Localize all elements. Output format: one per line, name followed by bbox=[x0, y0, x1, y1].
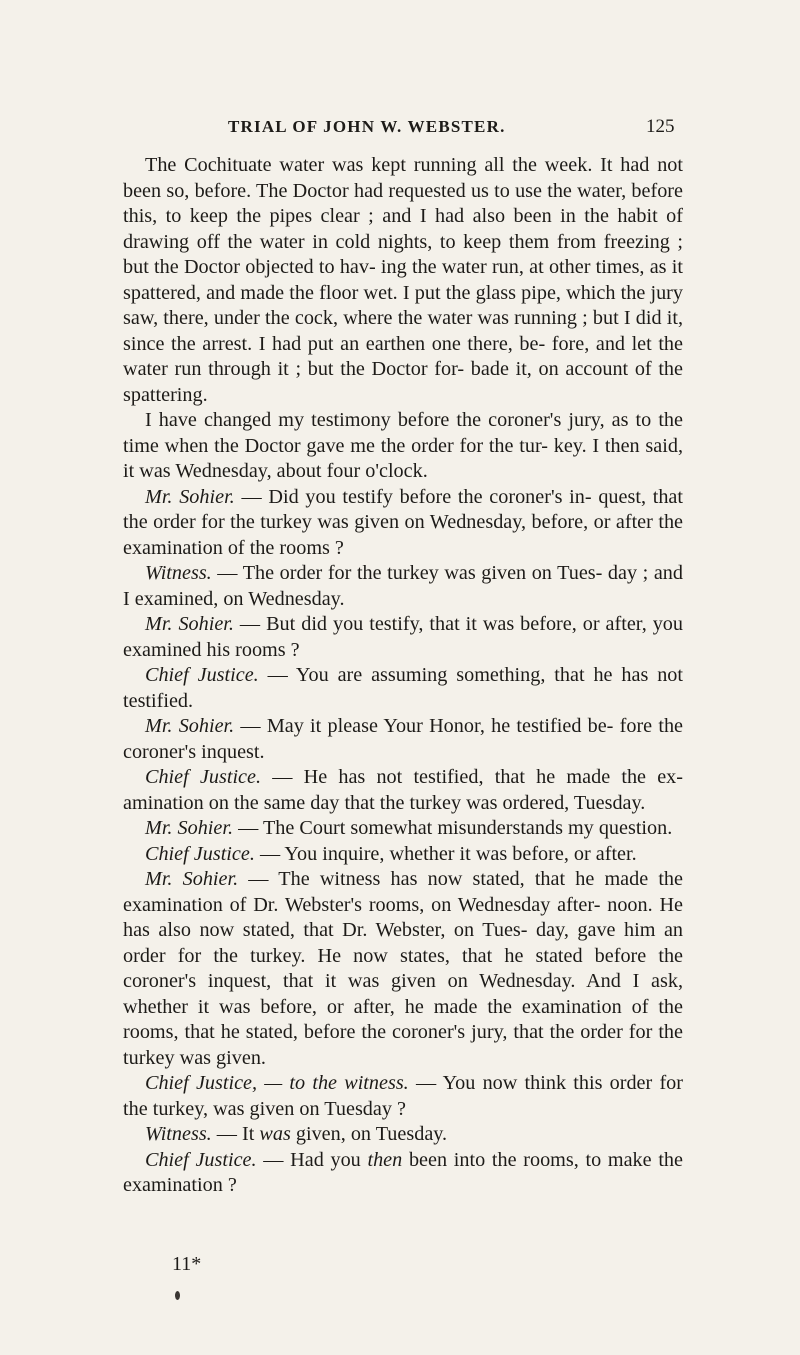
speaker-name: Mr. Sohier. bbox=[145, 817, 234, 839]
paragraph: Mr. Sohier. — The witness has now stated, that he made the examination of Dr. Webster's rooms, on Wednesday after- noon. He has also now stated, that Dr. Webster, on Tues- day, gave him an order for the turkey. He now states, that he stated before the coroner's inquest, that it was given on Wednesday. And I ask, whether it was before, or after, he made the examination of the rooms, that he stated, before the coroner's jury, that the order for the turkey was given. bbox=[123, 868, 683, 1069]
paragraph: Mr. Sohier. — The Court somewhat misunderstands my question. bbox=[145, 817, 673, 839]
paragraph: Mr. Sohier. — But did you testify, that it was before, or after, you examined his rooms ? bbox=[123, 613, 683, 661]
signature-mark: 11* bbox=[172, 1253, 202, 1275]
emphasis: then bbox=[367, 1148, 403, 1171]
paragraph: Mr. Sohier. — Did you testify before the coroner's in- quest, that the order for the turkey was given on Wednesday, before, or after the examination of the rooms ? bbox=[123, 485, 683, 559]
paragraph: Chief Justice, — to the witness. — You now think this order for the turkey, was given on Tuesday ? bbox=[123, 1072, 683, 1120]
speaker-name: Chief Justice. bbox=[145, 842, 255, 865]
body-text bbox=[123, 153, 683, 1199]
running-title: TRIAL OF JOHN W. WEBSTER. bbox=[228, 117, 506, 136]
speaker-name: Mr. Sohier. bbox=[145, 485, 235, 508]
paragraph: Chief Justice. — You inquire, whether it was before, or after. bbox=[145, 842, 637, 865]
emphasis: was bbox=[259, 1123, 291, 1145]
paragraph: The Cochituate water was kept running all the week. It had not been so, before. The Doctor had requested us to use the water, before this, to keep the pipes clear ; and I had also been in the habit of drawing off the water in cold nights, to keep them from freezing ; but the Doctor objected to hav- ing the water run, at other times, as it spattered, and made the floor wet. I put the glass pipe, which the jury saw, there, under the cock, where the water was running ; but I did it, since the arrest. I had put an earthen one there, be- fore, and let the water run through it ; but the Doctor for- bade it, on account of the spattering. bbox=[123, 154, 683, 406]
speaker-name: Mr. Sohier. bbox=[145, 715, 235, 737]
page-number: 125 bbox=[646, 116, 675, 137]
paragraph: Witness. — It was given, on Tuesday. bbox=[145, 1123, 448, 1145]
paragraph: Chief Justice. — He has not testified, that he made the ex- amination on the same day that the turkey was ordered, Tuesday. bbox=[123, 766, 683, 814]
speaker-name: Mr. Sohier. bbox=[145, 613, 234, 635]
paragraph: Witness. — The order for the turkey was given on Tues- day ; and I examined, on Wednesday. bbox=[123, 562, 683, 610]
speaker-name: Witness. bbox=[145, 562, 212, 584]
ink-speck bbox=[175, 1291, 180, 1300]
paragraph: Mr. Sohier. — May it please Your Honor, he testified be- fore the coroner's inquest. bbox=[123, 715, 684, 763]
speaker-name: Chief Justice. bbox=[145, 664, 259, 686]
running-header bbox=[0, 112, 800, 142]
speaker-name: Chief Justice. bbox=[145, 1148, 257, 1171]
speaker-name: Chief Justice, — to the witness. bbox=[145, 1072, 409, 1094]
speaker-name: Mr. Sohier. bbox=[145, 868, 239, 890]
paragraph: Chief Justice. — You are assuming something, that he has not testified. bbox=[123, 664, 683, 712]
paragraph: Chief Justice. — Had you then been into the rooms, to make the examination ? bbox=[123, 1148, 683, 1196]
speaker-name: Chief Justice. bbox=[145, 766, 262, 788]
speaker-name: Witness. bbox=[145, 1123, 212, 1145]
paragraph: I have changed my testimony before the coroner's jury, as to the time when the Doctor gave me the order for the tur- key. I then said, it was Wednesday, about four o'clock. bbox=[123, 409, 683, 482]
